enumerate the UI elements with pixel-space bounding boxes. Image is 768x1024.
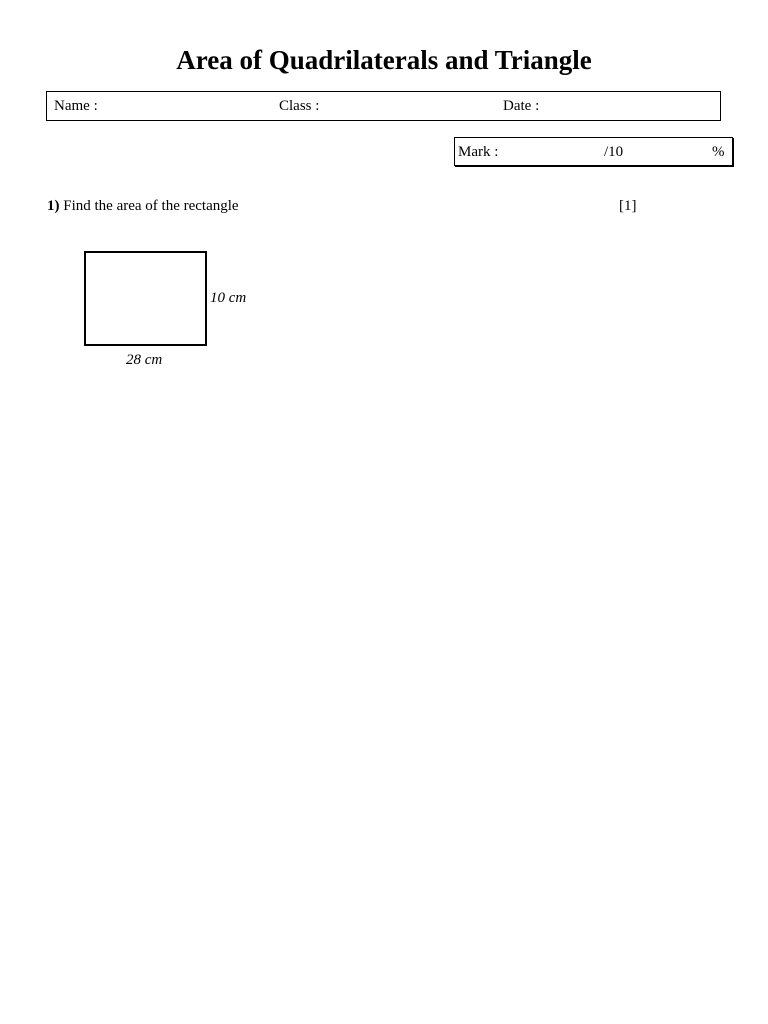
question-1 xyxy=(47,197,239,215)
name-label: Name : xyxy=(54,98,98,114)
question-number: 1) xyxy=(47,198,60,214)
rectangle-figure xyxy=(84,251,207,346)
rectangle-width-label: 28 cm xyxy=(126,352,163,368)
class-label: Class : xyxy=(279,98,320,114)
mark-total: /10 xyxy=(604,144,624,160)
date-label: Date : xyxy=(503,98,540,114)
student-info-box xyxy=(46,91,721,121)
mark-box xyxy=(454,137,733,166)
question-text: Find the area of the rectangle xyxy=(63,198,239,214)
question-marks: [1] xyxy=(619,198,637,214)
worksheet-title: Area of Quadrilaterals and Triangle xyxy=(176,45,592,75)
mark-percent: % xyxy=(712,144,725,160)
mark-label: Mark : xyxy=(458,144,499,160)
rectangle-height-label: 10 cm xyxy=(210,290,247,306)
